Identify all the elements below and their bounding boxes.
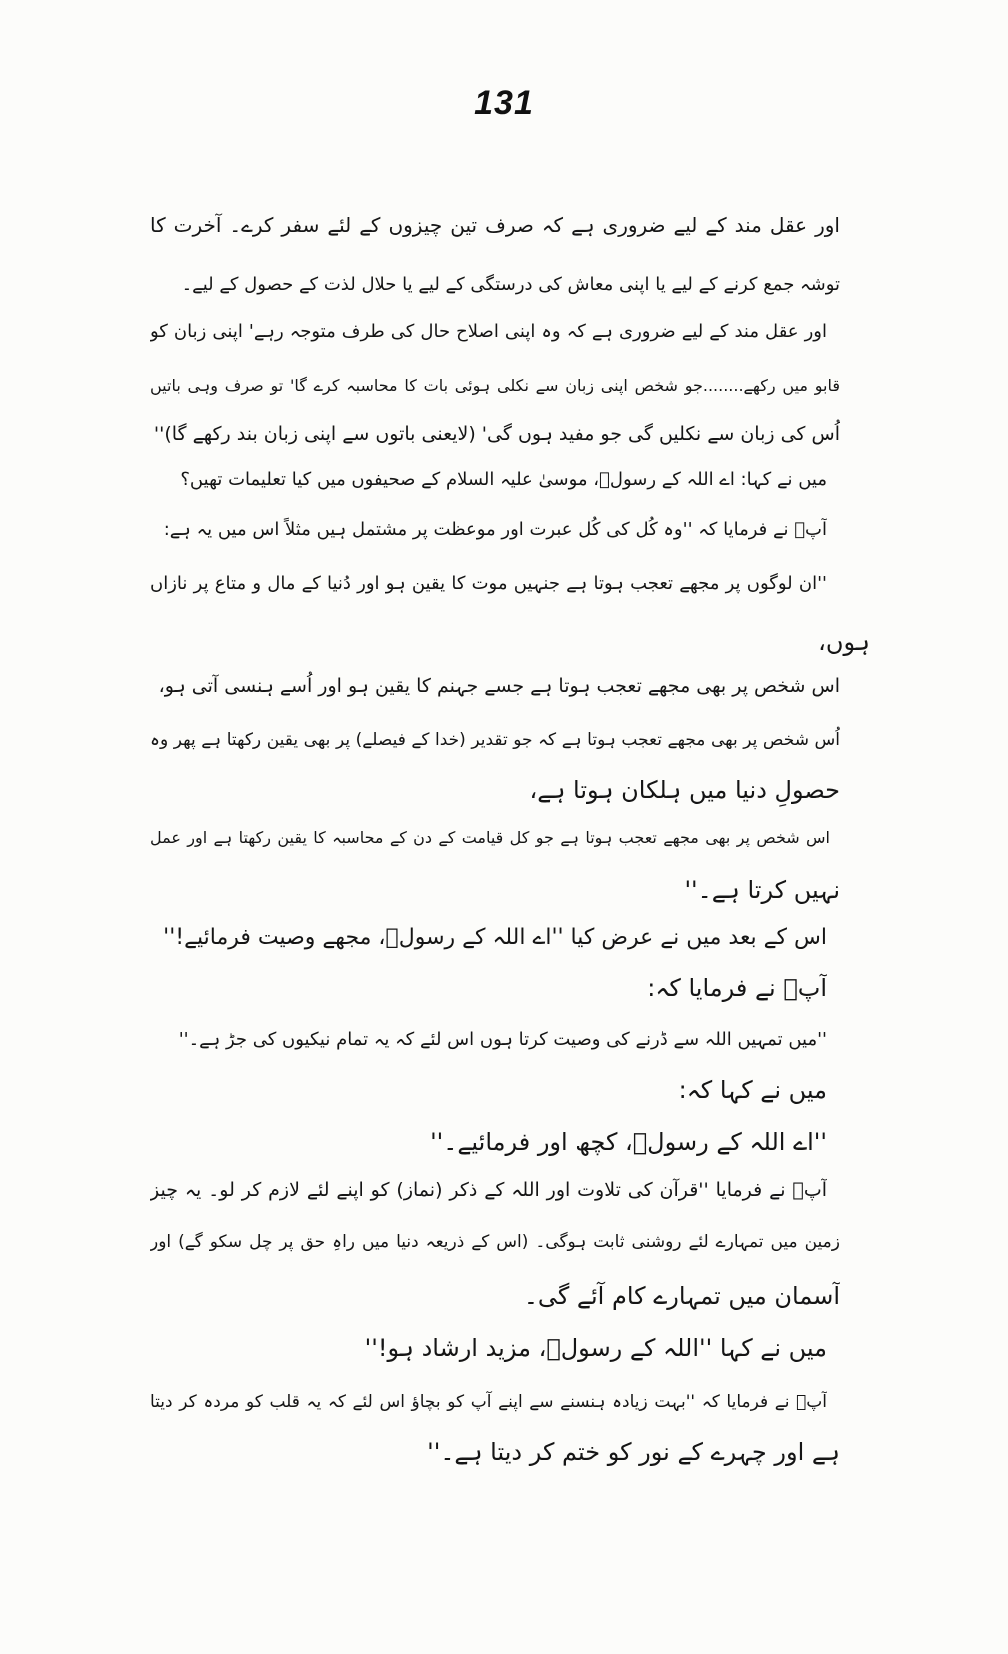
text-line: میں نے کہا کہ: [678, 1076, 827, 1104]
text-line: اور عقل مند کے لیے ضروری ہے کہ صرف تین چیزوں کے لئے سفر کرے۔ آخرت کا [150, 213, 840, 237]
text-line: اس شخص پر بھی مجھے تعجب ہوتا ہے جسے جہنم کا یقین ہو اور اُسے ہنسی آتی ہو، [158, 675, 840, 697]
text-line: میں نے کہا ''اللہ کے رسولؐ، مزید ارشاد ہو!'' [364, 1334, 827, 1362]
text-line: آپؐ نے فرمایا کہ ''وہ کُل کی کُل عبرت اور موعظت پر مشتمل ہیں مثلاً اس میں یہ ہے: [163, 519, 827, 540]
text-line: آپؐ نے فرمایا ''قرآن کی تلاوت اور اللہ کے ذکر (نماز) کو اپنے لئے لازم کر لو۔ یہ چیز [150, 1179, 827, 1201]
text-line: زمین میں تمہارے لئے روشنی ثابت ہوگی۔ (اس کے ذریعہ دنیا میں راہِ حق پر چل سکو گے) اور [150, 1232, 840, 1252]
text-line: توشہ جمع کرنے کے لیے یا اپنی معاش کی درستگی کے لیے یا حلال لذت کے حصول کے لیے۔ [181, 274, 840, 295]
text-line: اُس کی زبان سے نکلیں گی جو مفید ہوں گی' (لایعنی باتوں سے اپنی زبان بند رکھے گا)'' [153, 423, 840, 445]
text-line: میں نے کہا: اے اللہ کے رسولؐ، موسیٰ علیہ السلام کے صحیفوں میں کیا تعلیمات تھیں؟ [180, 469, 827, 490]
text-line: اُس شخص پر بھی مجھے تعجب ہوتا ہے کہ جو تقدیر (خدا کے فیصلے) پر بھی یقین رکھتا ہے پھر وہ [150, 730, 840, 750]
text-line: اس شخص پر بھی مجھے تعجب ہوتا ہے جو کل قیامت کے دن کے محاسبہ کا یقین رکھتا ہے اور عمل [150, 828, 830, 847]
text-line: نہیں کرتا ہے۔'' [684, 876, 840, 904]
text-line: آپؐ نے فرمایا کہ ''بہت زیادہ ہنسنے سے اپنے آپ کو بچاؤ اس لئے کہ یہ قلب کو مردہ کر دیتا [150, 1392, 827, 1412]
page-number: 131 [474, 84, 534, 122]
text-line: ''اے اللہ کے رسولؐ، کچھ اور فرمائیے۔'' [430, 1128, 827, 1156]
text-line: اور عقل مند کے لیے ضروری ہے کہ وہ اپنی اصلاح حال کی طرف متوجہ رہے' اپنی زبان کو [150, 321, 827, 342]
text-line: حصولِ دنیا میں ہلکان ہوتا ہے، [529, 776, 840, 804]
text-line: آپؐ نے فرمایا کہ: [647, 974, 827, 1002]
text-line: اس کے بعد میں نے عرض کیا ''اے اللہ کے رسولؐ، مجھے وصیت فرمائیے!'' [163, 925, 827, 950]
text-line: آسمان میں تمہارے کام آئے گی۔ [523, 1282, 840, 1310]
text-line: ہے اور چہرے کے نور کو ختم کر دیتا ہے۔'' [427, 1438, 840, 1466]
text-line: قابو میں رکھے........جو شخص اپنی زبان سے نکلی ہوئی بات کا محاسبہ کرے گا' تو صرف وہی باتیں [150, 376, 840, 395]
text-line: ہوں، [818, 628, 870, 656]
text-line: ''ان لوگوں پر مجھے تعجب ہوتا ہے جنہیں موت کا یقین ہو اور دُنیا کے مال و متاع پر نازاں [150, 573, 827, 594]
text-line: ''میں تمہیں اللہ سے ڈرنے کی وصیت کرتا ہوں اس لئے کہ یہ تمام نیکیوں کی جڑ ہے۔'' [178, 1029, 827, 1050]
